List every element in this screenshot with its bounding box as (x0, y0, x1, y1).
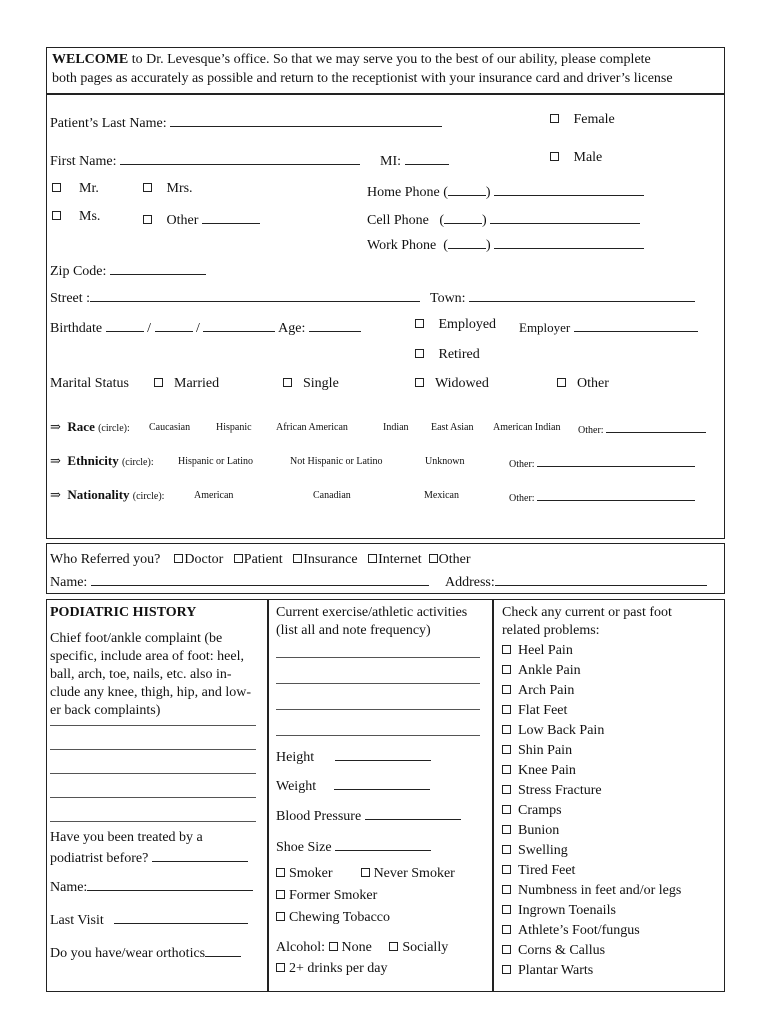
ethnicity-option[interactable]: Not Hispanic or Latino (290, 456, 383, 467)
single-checkbox[interactable] (283, 378, 292, 387)
welcome-text-1: to Dr. Levesque’s office. So that we may serve you to the best of our ability, please complete (128, 52, 651, 67)
former-smoker-label: Former Smoker (289, 888, 378, 903)
foot-problem-label: Numbness in feet and/or legs (518, 883, 682, 898)
alcohol-none-label: None (341, 940, 372, 955)
foot-problem-checkbox[interactable] (502, 845, 511, 854)
ethnicity-option[interactable]: Unknown (425, 456, 465, 467)
mr-checkbox[interactable] (52, 183, 61, 192)
mi-field[interactable] (405, 150, 449, 165)
blood-pressure-field[interactable] (365, 805, 461, 820)
retired-option[interactable] (415, 347, 480, 363)
foot-problem-checkbox[interactable] (502, 725, 511, 734)
widowed-option[interactable] (415, 376, 489, 392)
mrs-label: Mrs. (166, 181, 193, 196)
foot-problem-item[interactable] (502, 841, 722, 861)
foot-problem-item[interactable] (502, 641, 722, 661)
employed-label: Employed (438, 317, 497, 332)
home-phone-row: Home Phone ( ) (367, 181, 644, 201)
home-phone-area-field[interactable] (448, 181, 486, 196)
prior-podiatrist-name-field[interactable] (87, 876, 253, 891)
smoker-checkbox[interactable] (276, 868, 285, 877)
race-option[interactable]: Indian (383, 422, 409, 433)
referral-name-field[interactable] (91, 571, 429, 586)
marital-other-checkbox[interactable] (557, 378, 566, 387)
foot-problem-item[interactable] (502, 681, 722, 701)
exercise-column (276, 604, 488, 978)
foot-problem-checkbox[interactable] (502, 905, 511, 914)
complaint-answer-line[interactable] (50, 750, 256, 774)
referral-address-row (445, 571, 707, 591)
treated-question-line: Have you been treated by a (50, 830, 203, 845)
foot-problem-checkbox[interactable] (502, 825, 511, 834)
race-label: Race (67, 419, 95, 434)
foot-problem-checkbox[interactable] (502, 965, 511, 974)
cell-phone-area-field[interactable] (444, 209, 482, 224)
foot-problem-label: Plantar Warts (518, 963, 594, 978)
foot-problem-checkbox[interactable] (502, 885, 511, 894)
exercise-answer-line[interactable] (276, 710, 480, 736)
foot-problem-checkbox[interactable] (502, 665, 511, 674)
treated-question-row (50, 847, 262, 868)
last-name-row (50, 112, 442, 132)
alcohol-label: Alcohol: (276, 940, 325, 955)
employed-checkbox[interactable] (415, 319, 424, 328)
ethnicity-other-label: Other: (509, 459, 535, 470)
marital-other-label: Other (577, 376, 609, 391)
referral-doctor-checkbox[interactable] (174, 554, 183, 563)
shoe-size-field[interactable] (335, 836, 431, 851)
street-field[interactable] (90, 287, 420, 302)
smoker-row (276, 865, 488, 883)
single-label: Single (303, 376, 339, 391)
last-name-label: Patient’s Last Name: (50, 116, 167, 131)
race-option[interactable]: Caucasian (149, 422, 191, 433)
referral-address-field[interactable] (495, 571, 707, 586)
cell-phone-field[interactable] (490, 209, 640, 224)
shoe-size-row (276, 836, 488, 857)
prior-podiatrist-name-label: Name: (50, 880, 88, 895)
ms-option[interactable] (52, 209, 100, 225)
foot-problem-item[interactable] (502, 881, 722, 901)
foot-problem-label: Athlete’s Foot/fungus (518, 923, 640, 938)
mr-label: Mr. (79, 181, 99, 196)
foot-problem-item[interactable] (502, 901, 722, 921)
nationality-other-field[interactable] (537, 490, 695, 501)
foot-problem-item[interactable] (502, 801, 722, 821)
foot-problem-checkbox[interactable] (502, 685, 511, 694)
referral-internet-checkbox[interactable] (368, 554, 377, 563)
title-other-checkbox[interactable] (143, 215, 152, 224)
prior-podiatrist-name-row (50, 876, 262, 897)
employer-label: Employer (519, 320, 571, 335)
foot-problems-column (502, 604, 722, 981)
referral-insurance-checkbox[interactable] (293, 554, 302, 563)
married-option[interactable] (154, 376, 219, 392)
foot-problem-checkbox[interactable] (502, 645, 511, 654)
foot-problem-label: Bunion (518, 823, 560, 838)
marital-other-option[interactable] (557, 376, 609, 392)
orthotics-row (50, 942, 262, 963)
married-checkbox[interactable] (154, 378, 163, 387)
foot-problem-item[interactable] (502, 761, 722, 781)
mrs-option[interactable] (143, 181, 193, 197)
alcohol-row (276, 939, 488, 957)
alcohol-none-checkbox[interactable] (329, 942, 338, 951)
foot-problem-label: Ingrown Toenails (518, 903, 616, 918)
street-row (50, 287, 420, 307)
orthotics-field[interactable] (205, 942, 241, 957)
male-option[interactable] (550, 150, 602, 166)
referral-doctor-label: Doctor (184, 552, 224, 567)
foot-problem-checkbox[interactable] (502, 765, 511, 774)
exercise-title-line: Current exercise/athletic activities (276, 605, 468, 620)
ethnicity-option[interactable]: Hispanic or Latino (178, 456, 253, 467)
foot-problem-label: Corns & Callus (518, 943, 606, 958)
race-option[interactable]: Hispanic (216, 422, 252, 433)
foot-problem-checkbox[interactable] (502, 865, 511, 874)
welcome-bold: WELCOME (52, 52, 129, 67)
foot-problem-label: Shin Pain (518, 743, 573, 758)
drinks-checkbox[interactable] (276, 963, 285, 972)
female-option[interactable] (550, 112, 615, 128)
foot-problems-list (502, 641, 722, 981)
column-divider (267, 599, 269, 992)
nationality-option[interactable]: American (194, 490, 234, 501)
foot-problem-label: Low Back Pain (518, 723, 605, 738)
nationality-arrow-icon: ⇒ (50, 487, 61, 502)
height-row (276, 746, 488, 767)
retired-label: Retired (438, 347, 480, 362)
marital-status-label: Marital Status (50, 376, 129, 391)
female-checkbox[interactable] (550, 114, 559, 123)
foot-problem-item[interactable] (502, 701, 722, 721)
alcohol-socially-label: Socially (402, 940, 449, 955)
complaint-answer-line[interactable] (50, 726, 256, 750)
home-phone-label: Home Phone ( (367, 185, 448, 200)
widowed-checkbox[interactable] (415, 378, 424, 387)
town-row (430, 287, 695, 307)
race-circle-note: (circle): (98, 423, 130, 434)
foot-problem-label: Flat Feet (518, 703, 568, 718)
blood-pressure-row (276, 805, 488, 826)
male-checkbox[interactable] (550, 152, 559, 161)
nationality-option[interactable]: Canadian (313, 490, 351, 501)
referral-patient-checkbox[interactable] (234, 554, 243, 563)
birth-day-field[interactable] (155, 317, 193, 332)
treated-question-line: podiatrist before? (50, 851, 149, 866)
work-phone-row: Work Phone ( ) (367, 234, 644, 254)
work-phone-area-field[interactable] (448, 234, 486, 249)
referral-row (50, 552, 471, 568)
street-label: Street : (50, 291, 91, 306)
referral-address-label: Address: (445, 575, 495, 590)
nationality-label: Nationality (67, 487, 130, 502)
treated-answer-field[interactable] (152, 847, 248, 862)
race-row (50, 419, 130, 435)
home-phone-field[interactable] (494, 181, 644, 196)
town-field[interactable] (469, 287, 695, 302)
cell-phone-label: Cell Phone (367, 213, 429, 228)
exercise-answer-line[interactable] (276, 640, 480, 658)
foot-problem-checkbox[interactable] (502, 925, 511, 934)
exercise-answer-line[interactable] (276, 684, 480, 710)
referral-name-label: Name: (50, 575, 88, 590)
mi-label: MI: (380, 154, 401, 169)
cell-phone-row: Cell Phone ( ) (367, 209, 640, 229)
race-arrow-icon: ⇒ (50, 419, 61, 434)
mi-row (380, 150, 449, 170)
foot-problems-title-line: Check any current or past foot (502, 605, 672, 620)
foot-problem-checkbox[interactable] (502, 805, 511, 814)
birthdate-row: Birthdate / / Age: (50, 317, 361, 337)
smoker-label: Smoker (289, 866, 333, 881)
first-name-field[interactable] (120, 150, 360, 165)
ethnicity-circle-note: (circle): (121, 457, 154, 468)
last-visit-field[interactable] (114, 909, 248, 924)
ms-checkbox[interactable] (52, 211, 61, 220)
nationality-other-label: Other: (509, 493, 535, 504)
blood-pressure-label: Blood Pressure (276, 809, 362, 824)
foot-problem-item[interactable] (502, 861, 722, 881)
referral-question: Who Referred you? (50, 552, 161, 567)
referral-other-label: Other (438, 552, 471, 567)
column-divider (492, 599, 494, 992)
male-label: Male (573, 150, 603, 165)
foot-problem-label: Heel Pain (518, 643, 573, 658)
title-other-field[interactable] (202, 209, 260, 224)
foot-problem-item[interactable] (502, 941, 722, 961)
zip-label: Zip Code: (50, 264, 107, 279)
chewing-tobacco-checkbox[interactable] (276, 912, 285, 921)
foot-problem-item[interactable] (502, 921, 722, 941)
former-smoker-checkbox[interactable] (276, 890, 285, 899)
podiatric-history-column (50, 604, 262, 963)
foot-problem-label: Swelling (518, 843, 568, 858)
complaint-line: specific, include area of foot: heel, (50, 649, 244, 664)
race-other-label: Other: (578, 425, 604, 436)
referral-insurance-label: Insurance (303, 552, 358, 567)
nationality-other-row (509, 490, 695, 504)
last-visit-label: Last Visit (50, 913, 104, 928)
complaint-answer-line[interactable] (50, 774, 256, 798)
ms-label: Ms. (79, 209, 101, 224)
never-smoker-checkbox[interactable] (361, 868, 370, 877)
foot-problem-checkbox[interactable] (502, 705, 511, 714)
age-label: Age: (278, 321, 306, 336)
employer-row (519, 317, 698, 336)
nationality-circle-note: (circle): (132, 491, 165, 502)
ethnicity-label: Ethnicity (67, 453, 119, 468)
foot-problem-label: Arch Pain (518, 683, 575, 698)
height-label: Height (276, 750, 315, 765)
former-smoker-row[interactable] (276, 887, 488, 905)
race-other-row (578, 422, 706, 436)
welcome-line-1 (52, 52, 651, 68)
weight-label: Weight (276, 779, 317, 794)
title-other-option[interactable] (143, 209, 260, 229)
race-option[interactable]: African American (276, 422, 348, 433)
last-visit-row (50, 909, 262, 930)
referral-patient-label: Patient (243, 552, 283, 567)
foot-problem-checkbox[interactable] (502, 785, 511, 794)
foot-problem-item[interactable] (502, 661, 722, 681)
orthotics-label: Do you have/wear orthotics (50, 946, 206, 961)
single-option[interactable] (283, 376, 339, 392)
alcohol-socially-checkbox[interactable] (389, 942, 398, 951)
welcome-text-2: both pages as accurately as possible and return to the receptionist with your insurance card and driver’s license (52, 71, 673, 86)
foot-problems-title-line: related problems: (502, 623, 600, 638)
race-option[interactable]: American Indian (493, 422, 561, 433)
ethnicity-other-row (509, 456, 695, 470)
nationality-option[interactable]: Mexican (424, 490, 459, 501)
exercise-answer-line[interactable] (276, 658, 480, 684)
height-field[interactable] (335, 746, 431, 761)
complaint-line: clude any knee, thigh, hip, and low- (50, 685, 252, 700)
weight-field[interactable] (334, 775, 430, 790)
chewing-tobacco-label: Chewing Tobacco (289, 910, 391, 925)
birth-year-field[interactable] (203, 317, 275, 332)
last-name-field[interactable] (170, 112, 442, 127)
complaint-line: er back complaints) (50, 703, 161, 718)
ethnicity-other-field[interactable] (537, 456, 695, 467)
podiatric-history-title: PODIATRIC HISTORY (50, 605, 197, 620)
employed-option[interactable] (415, 317, 496, 333)
title-other-label: Other (166, 213, 199, 228)
first-name-label: First Name: (50, 154, 117, 169)
race-other-field[interactable] (606, 422, 706, 433)
town-label: Town: (430, 291, 466, 306)
race-option[interactable]: East Asian (431, 422, 474, 433)
widowed-label: Widowed (435, 376, 489, 391)
complaint-line: ball, arch, toe, nails, etc. also in- (50, 667, 232, 682)
foot-problem-item[interactable] (502, 961, 722, 981)
complaint-line: Chief foot/ankle complaint (be (50, 631, 223, 646)
foot-problem-label: Knee Pain (518, 763, 576, 778)
foot-problem-item[interactable] (502, 721, 722, 741)
ethnicity-row (50, 453, 154, 469)
employer-field[interactable] (574, 317, 698, 332)
ethnicity-arrow-icon: ⇒ (50, 453, 61, 468)
foot-problem-label: Ankle Pain (518, 663, 581, 678)
zip-row (50, 260, 206, 280)
foot-problem-item[interactable] (502, 741, 722, 761)
birthdate-label: Birthdate (50, 321, 103, 336)
drinks-row[interactable] (276, 960, 488, 978)
work-phone-label: Work Phone (367, 238, 437, 253)
foot-problem-label: Tired Feet (518, 863, 576, 878)
birth-month-field[interactable] (106, 317, 144, 332)
foot-problem-item[interactable] (502, 821, 722, 841)
referral-internet-label: Internet (378, 552, 422, 567)
shoe-size-label: Shoe Size (276, 840, 332, 855)
foot-problem-label: Cramps (518, 803, 562, 818)
never-smoker-label: Never Smoker (373, 866, 455, 881)
complaint-answer-line[interactable] (50, 798, 256, 822)
mrs-checkbox[interactable] (143, 183, 152, 192)
mr-option[interactable] (52, 181, 99, 197)
foot-problem-checkbox[interactable] (502, 945, 511, 954)
nationality-row (50, 487, 164, 503)
zip-field[interactable] (110, 260, 206, 275)
chewing-tobacco-row[interactable] (276, 909, 488, 927)
married-label: Married (174, 376, 220, 391)
foot-problem-checkbox[interactable] (502, 745, 511, 754)
female-label: Female (573, 112, 615, 127)
first-name-row (50, 150, 360, 170)
foot-problem-item[interactable] (502, 781, 722, 801)
retired-checkbox[interactable] (415, 349, 424, 358)
work-phone-field[interactable] (494, 234, 644, 249)
age-field[interactable] (309, 317, 361, 332)
referral-name-row (50, 571, 429, 591)
weight-row (276, 775, 488, 796)
foot-problem-label: Stress Fracture (518, 783, 602, 798)
referral-other-checkbox[interactable] (429, 554, 438, 563)
exercise-title-line: (list all and note frequency) (276, 623, 431, 638)
drinks-label: 2+ drinks per day (289, 961, 388, 976)
